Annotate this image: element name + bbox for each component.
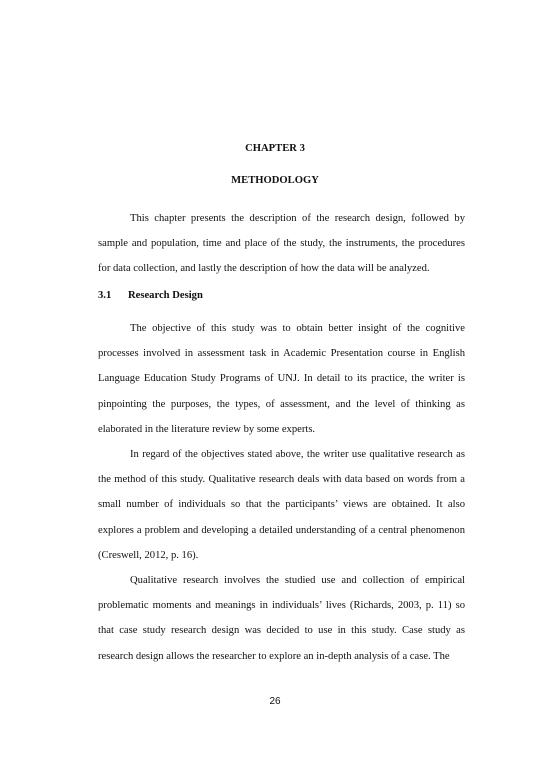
body-paragraph: Qualitative research involves the studied use and collection of empirical problematic moments and meanings in individuals’ lives (Richards, 2003, p. 11) so that case study research design was decided to use in this study. Case study as research design allows the researcher to explore an in-depth analysis of a case. The xyxy=(98,575,465,662)
intro-block xyxy=(98,206,465,282)
section-title: Research Design xyxy=(128,290,203,301)
page-number: 26 xyxy=(269,696,281,707)
section-body xyxy=(98,316,465,669)
intro-paragraph: This chapter presents the description of the research design, followed by sample and population, time and place of the study, the instruments, the procedures for data collection, and lastly the description of how the data will be analyzed. xyxy=(98,213,465,275)
body-paragraph: In regard of the objectives stated above, the writer use qualitative research as the method of this study. Qualitative research deals with data based on words from a small number of individuals so that the participants’ views are obtained. It also explores a problem and developing a detailed understanding of a central phenomenon (Creswell, 2012, p. 16). xyxy=(98,449,465,561)
chapter-title: METHODOLOGY xyxy=(231,175,319,186)
section-number: 3.1 xyxy=(98,290,112,301)
chapter-label: CHAPTER 3 xyxy=(245,143,305,154)
section-heading xyxy=(98,290,203,301)
body-paragraph: The objective of this study was to obtain better insight of the cognitive processes involved in assessment task in Academic Presentation course in English Language Education Study Programs of UNJ. In detail to its practice, the writer is pinpointing the purposes, the types, of assessment, and the level of thinking as elaborated in the literature review by some experts. xyxy=(98,323,465,435)
